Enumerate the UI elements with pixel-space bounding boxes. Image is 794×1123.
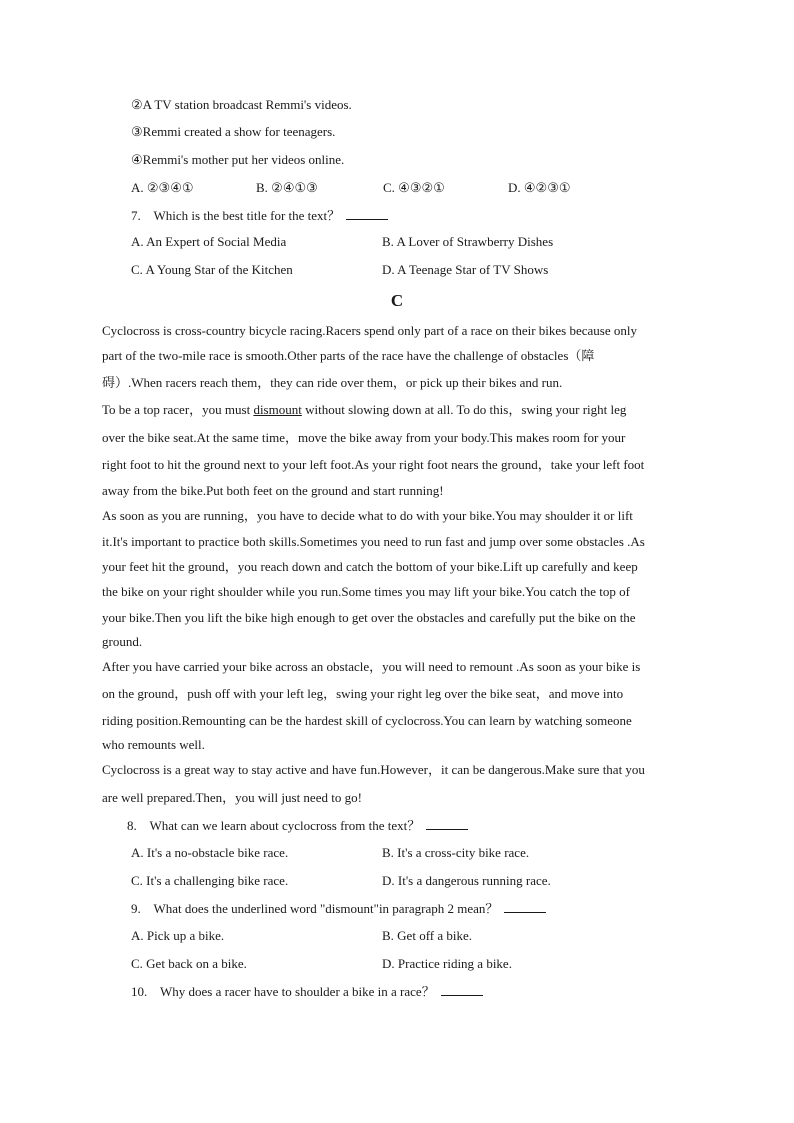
passage-line: your feet hit the ground，you reach down and catch the bottom of your bike.Lift up carefully and keep (102, 559, 638, 574)
q8-option-d: D. It's a dangerous running race. (382, 873, 551, 888)
question-10 (131, 983, 483, 1000)
question-8 (127, 817, 468, 834)
passage-line: the bike on your right shoulder while you run.Some times you may lift your bike.You catch the top of (102, 584, 630, 599)
q6-option-c: C. ④③②① (383, 180, 445, 195)
passage-line: After you have carried your bike across an obstacle，you will need to remount .As soon as your bike is (102, 659, 641, 674)
question-9 (131, 900, 546, 917)
passage-line (102, 402, 626, 418)
q8-option-b: B. It's a cross-city bike race. (382, 845, 530, 860)
answer-blank (426, 817, 468, 830)
question-7 (131, 207, 388, 224)
passage-line: 碍）.When racers reach them，they can ride over them，or pick up their bikes and run. (102, 375, 563, 390)
q8-option-c: C. It's a challenging bike race. (131, 873, 289, 888)
passage-line: Cyclocross is a great way to stay active and have fun.However，it can be dangerous.Make sure that you (102, 762, 645, 777)
answer-blank (504, 900, 546, 913)
q6-option-b: B. ②④①③ (256, 180, 318, 195)
event-item-4: ④Remmi's mother put her videos online. (131, 152, 345, 167)
q8-option-a: A. It's a no-obstacle bike race. (131, 845, 289, 860)
passage-line: over the bike seat.At the same time，move the bike away from your body.This makes room for your (102, 430, 626, 445)
q7-option-a: A. An Expert of Social Media (131, 234, 287, 249)
underlined-word-dismount: dismount (253, 402, 302, 417)
q9-option-d: D. Practice riding a bike. (382, 956, 512, 971)
answer-blank (441, 983, 483, 996)
passage-line: are well prepared.Then，you will just need to go! (102, 790, 362, 805)
question-text: Which is the best title for the text？ (153, 208, 341, 223)
passage-line: it.It's important to practice both skills.Sometimes you need to run fast and jump over some obstacles .As (102, 534, 645, 549)
q9-option-a: A. Pick up a bike. (131, 928, 225, 943)
passage-text: To be a top racer，you must (102, 402, 254, 417)
q7-option-b: B. A Lover of Strawberry Dishes (382, 234, 554, 249)
answer-blank (346, 207, 388, 220)
passage-text: without slowing down at all. To do this，swing your right leg (301, 402, 627, 417)
passage-line: away from the bike.Put both feet on the ground and start running! (102, 483, 444, 498)
passage-line: on the ground，push off with your left leg，swing your right leg over the bike seat，and move into (102, 686, 624, 701)
passage-line: ground. (102, 634, 143, 649)
event-item-2: ②A TV station broadcast Remmi's videos. (131, 97, 352, 112)
q6-option-a: A. ②③④① (131, 180, 194, 195)
question-number: 8. (127, 818, 137, 833)
event-item-3: ③Remmi created a show for teenagers. (131, 124, 336, 139)
passage-line: As soon as you are running，you have to decide what to do with your bike.You may shoulder it or lift (102, 508, 633, 523)
passage-line: your bike.Then you lift the bike high enough to get over the obstacles and carefully put the bike on the (102, 610, 636, 625)
passage-line: who remounts well. (102, 737, 205, 752)
section-title: C (390, 291, 404, 310)
question-number: 7. (131, 208, 141, 223)
q7-option-d: D. A Teenage Star of TV Shows (382, 262, 549, 277)
passage-line: Cyclocross is cross-country bicycle racing.Racers spend only part of a race on their bikes because only (102, 323, 637, 338)
passage-line: riding position.Remounting can be the hardest skill of cyclocross.You can learn by watching someone (102, 713, 632, 728)
question-number: 9. (131, 901, 141, 916)
question-text: What does the underlined word "dismount"in paragraph 2 mean？ (153, 901, 499, 916)
q9-option-b: B. Get off a bike. (382, 928, 473, 943)
passage-line: part of the two-mile race is smooth.Other parts of the race have the challenge of obstacles（障 (102, 348, 595, 363)
q7-option-c: C. A Young Star of the Kitchen (131, 262, 293, 277)
q9-option-c: C. Get back on a bike. (131, 956, 247, 971)
passage-line: right foot to hit the ground next to your left foot.As your right foot nears the ground，take your left foot (102, 457, 645, 472)
question-text: Why does a racer have to shoulder a bike in a race？ (160, 984, 435, 999)
question-number: 10. (131, 984, 148, 999)
q6-option-d: D. ④②③① (508, 180, 571, 195)
question-text: What can we learn about cyclocross from the text？ (149, 818, 421, 833)
